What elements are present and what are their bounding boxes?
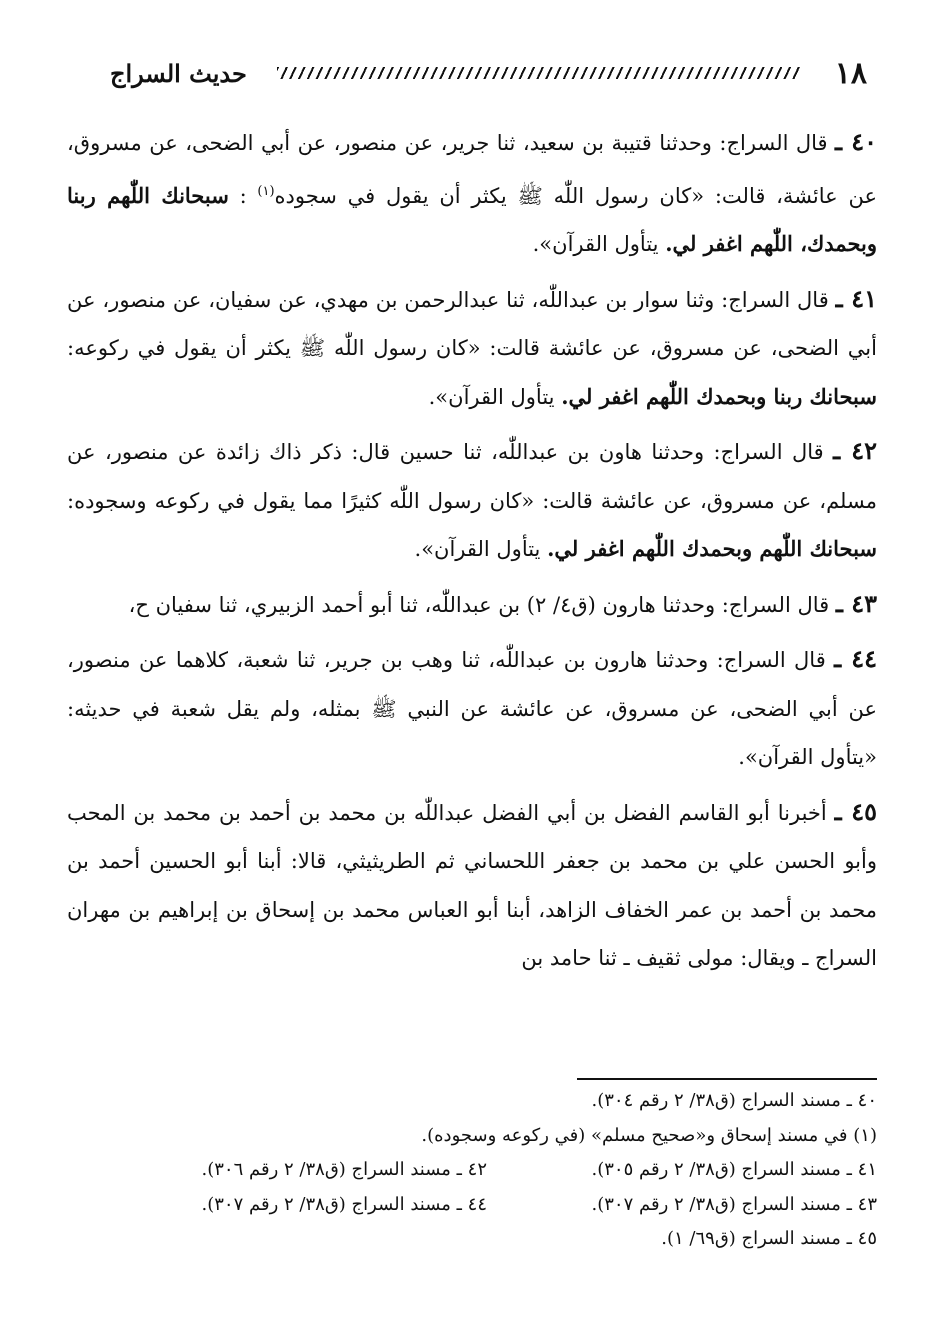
page-header	[110, 52, 867, 94]
hadith-text: قال السراج: وحدثنا هارون (ق٤/ ٢) بن عبداللّٰه، ثنا أبو أحمد الزبيري، ثنا سفيان ح،	[128, 592, 836, 617]
hadith-text: قال السراج: وحدثنا هارون بن عبداللّٰه، ثنا وهب بن جرير، ثنا شعبة، كلاهما عن منصور، عن أبي الضحى، عن مسروق، عن عائشة عن النبي ﷺ بمثله، ولم يقل شعبة في حديثه: «يتأول القرآن».	[67, 648, 877, 769]
hadith-number: ٤٣ ـ	[835, 588, 877, 618]
hadith-text-end: يتأول القرآن».	[428, 384, 562, 409]
hadith-text: أخبرنا أبو القاسم الفضل بن أبي الفضل عبداللّٰه بن محمد بن أحمد بن محمد بن المحب وأبو الحسن علي بن محمد بن جعفر اللحساني ثم الطريثيثي، قالا: أبنا أبو الحسين أحمد بن محمد بن أحمد بن عمر الخفاف الزاهد، أبنا أبو العباس محمد بن إسحاق بن إبراهيم بن مهران السراج ـ ويقال: مولى ثقيف ـ ثنا حامد بن	[67, 800, 877, 970]
hadith-text: قال السراج: وثنا سوار بن عبداللّٰه، ثنا عبدالرحمن بن مهدي، عن سفيان، عن منصور، عن أبي الضحى، عن مسروق، عن عائشة قالت: «كان رسول اللّٰه ﷺ يكثر أن يقول في ركوعه:	[67, 287, 877, 360]
footnote-row	[67, 1188, 877, 1223]
footnote-40: ٤٠ ـ مسند السراج (ق٣٨/ ٢ رقم ٣٠٤).	[591, 1090, 877, 1111]
footnotes	[67, 1078, 877, 1257]
separator: :	[228, 183, 258, 208]
main-text	[67, 118, 877, 989]
page-number: ١٨	[834, 55, 867, 91]
footnote-43: ٤٣ ـ مسند السراج (ق٣٨/ ٢ رقم ٣٠٧).	[591, 1193, 877, 1215]
footnote-marker: (١)	[257, 183, 275, 199]
running-title: حديث السراج	[110, 58, 247, 88]
hadith-dua: سبحانك ربنا وبحمدك اللّٰهم اغفر لي.	[561, 383, 877, 409]
hadith-text: قال السراج: وحدثنا قتيبة بن سعيد، ثنا جرير، عن منصور، عن أبي الضحى، عن مسروق، عن عائشة، قالت: «كان رسول اللّٰه ﷺ يكثر أن يقول في سجوده	[67, 131, 877, 208]
footnote-separator	[577, 1078, 877, 1080]
hadith-41	[67, 275, 877, 422]
hadith-44	[67, 635, 877, 782]
hadith-42	[67, 427, 877, 574]
hadith-text-end: يتأول القرآن».	[532, 232, 666, 256]
hadith-text-end: يتأول القرآن».	[414, 537, 548, 561]
footnote-1: (١) في مسند إسحاق و«صحيح مسلم» (في ركوعه وسجوده).	[421, 1124, 877, 1146]
hadith-40	[67, 118, 877, 269]
hadith-dua: سبحانك اللّٰهم ربنا وبحمدك، اللّٰهم اغفر لي.	[67, 182, 877, 256]
footnote-42: ٤٢ ـ مسند السراج (ق٣٨/ ٢ رقم ٣٠٦).	[201, 1159, 487, 1180]
footnote-row	[67, 1153, 877, 1188]
hadith-45	[67, 788, 877, 983]
hadith-number: ٤١ ـ	[835, 283, 877, 313]
hadith-dua: سبحانك اللّٰهم وبحمدك اللّٰهم اغفر لي.	[547, 536, 877, 561]
hadith-number: ٤٤ ـ	[834, 644, 877, 673]
hadith-number: ٤٢ ـ	[833, 436, 877, 465]
header-ornament-rule	[277, 67, 801, 79]
footnote-41: ٤١ ـ مسند السراج (ق٣٨/ ٢ رقم ٣٠٥).	[591, 1159, 877, 1180]
hadith-number: ٤٠ ـ	[835, 127, 877, 156]
hadith-43	[67, 580, 877, 630]
footnote-44: ٤٤ ـ مسند السراج (ق٣٨/ ٢ رقم ٣٠٧).	[201, 1193, 487, 1215]
hadith-number: ٤٥ ـ	[834, 796, 878, 826]
footnote-45: ٤٥ ـ مسند السراج (ق٦٩/ ١).	[661, 1228, 877, 1249]
hadith-text: قال السراج: وحدثنا هاون بن عبداللّٰه، ثنا حسين قال: ذكر ذاك زائدة عن منصور، عن مسلم، عن مسروق، عن عائشة قالت: «كان رسول اللّٰه كثيرًا مما يقول في ركوعه وسجوده:	[67, 440, 877, 513]
